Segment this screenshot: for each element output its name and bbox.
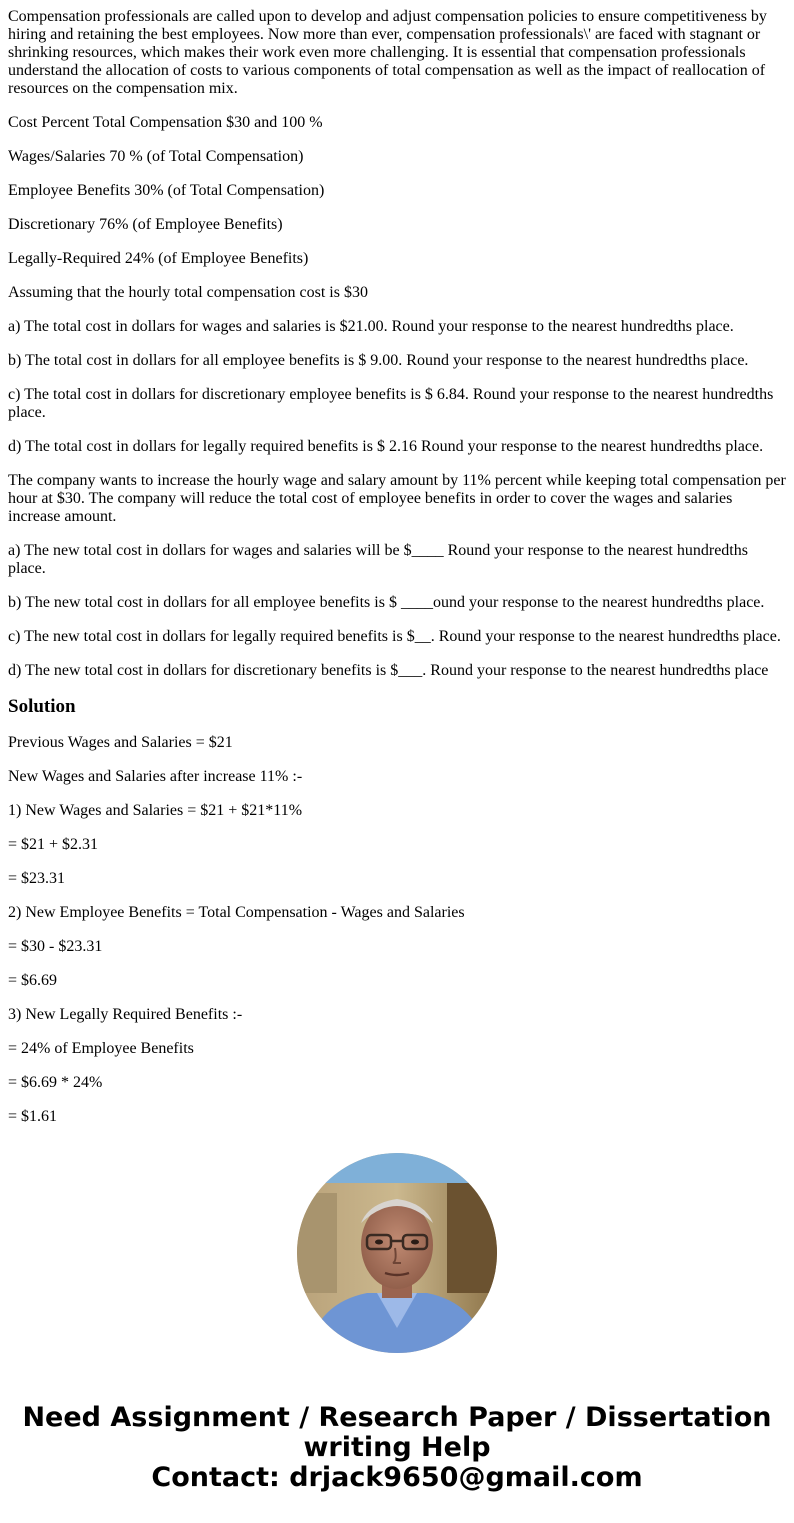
question-part2-c: c) The new total cost in dollars for legally required benefits is $__. Round your response to the nearest hundredths place. <box>8 628 781 645</box>
solution-line: = $6.69 <box>8 972 58 989</box>
solution-line: = $21 + $2.31 <box>8 836 99 853</box>
solution-line: = $6.69 * 24% <box>8 1074 103 1091</box>
solution-line: = 24% of Employee Benefits <box>8 1040 194 1057</box>
question-part1-d: d) The total cost in dollars for legally required benefits is $ 2.16 Round your response to the nearest hundredths place. <box>8 438 764 455</box>
table-line: Wages/Salaries 70 % (of Total Compensation) <box>8 148 304 165</box>
solution-line: Previous Wages and Salaries = $21 <box>8 734 233 751</box>
table-line: Legally-Required 24% (of Employee Benefits) <box>8 250 309 267</box>
solution-line: New Wages and Salaries after increase 11% :- <box>8 768 303 785</box>
author-avatar <box>297 1153 497 1353</box>
promo-banner <box>0 1403 794 1493</box>
question-part2-d: d) The new total cost in dollars for discretionary benefits is $___. Round your response to the nearest hundredths place <box>8 662 769 679</box>
question-part2-b: b) The new total cost in dollars for all employee benefits is $ ____ound your response to the nearest hundredths place. <box>8 594 765 611</box>
scenario-text: The company wants to increase the hourly wage and salary amount by 11% percent while keeping total compensation per hour at $30. The company will reduce the total cost of employee benefits in order to cover the wages and salaries increase amount. <box>8 472 786 525</box>
solution-line: = $1.61 <box>8 1108 58 1123</box>
solution-line: 2) New Employee Benefits = Total Compensation - Wages and Salaries <box>8 904 465 921</box>
question-part1-a: a) The total cost in dollars for wages and salaries is $21.00. Round your response to the nearest hundredths place. <box>8 318 734 335</box>
question-intro: Compensation professionals are called upon to develop and adjust compensation policies to ensure competitiveness by hiring and retaining the best employees. Now more than ever, compensation professionals\' are faced with stagnant or shrinking resources, which makes their work even more challenging. It is essential that compensation professionals understand the allocation of costs to various components of total compensation as well as the impact of reallocation of resources on the compensation mix. <box>8 8 767 97</box>
table-line: Discretionary 76% (of Employee Benefits) <box>8 216 283 233</box>
question-part1-c: c) The total cost in dollars for discretionary employee benefits is $ 6.84. Round your response to the nearest hundredths place. <box>8 386 774 421</box>
assumption-text: Assuming that the hourly total compensation cost is $30 <box>8 284 368 301</box>
solution-line: 1) New Wages and Salaries = $21 + $21*11% <box>8 802 303 819</box>
solution-line: = $23.31 <box>8 870 66 887</box>
avatar-portrait-image <box>297 1153 497 1353</box>
table-line: Employee Benefits 30% (of Total Compensation) <box>8 182 325 199</box>
question-part1-b: b) The total cost in dollars for all employee benefits is $ 9.00. Round your response to the nearest hundredths place. <box>8 352 749 369</box>
document-content <box>8 8 788 1123</box>
solution-heading: Solution <box>8 696 76 717</box>
solution-line: = $30 - $23.31 <box>8 938 103 955</box>
promo-contact: Contact: drjack9650@gmail.com <box>151 1462 643 1493</box>
promo-line: writing Help <box>303 1432 491 1463</box>
table-line: Cost Percent Total Compensation $30 and 100 % <box>8 114 323 131</box>
question-part2-a: a) The new total cost in dollars for wages and salaries will be $____ Round your response to the nearest hundredths place. <box>8 542 748 577</box>
solution-line: 3) New Legally Required Benefits :- <box>8 1006 243 1023</box>
promo-line: Need Assignment / Research Paper / Dissertation <box>22 1402 772 1433</box>
